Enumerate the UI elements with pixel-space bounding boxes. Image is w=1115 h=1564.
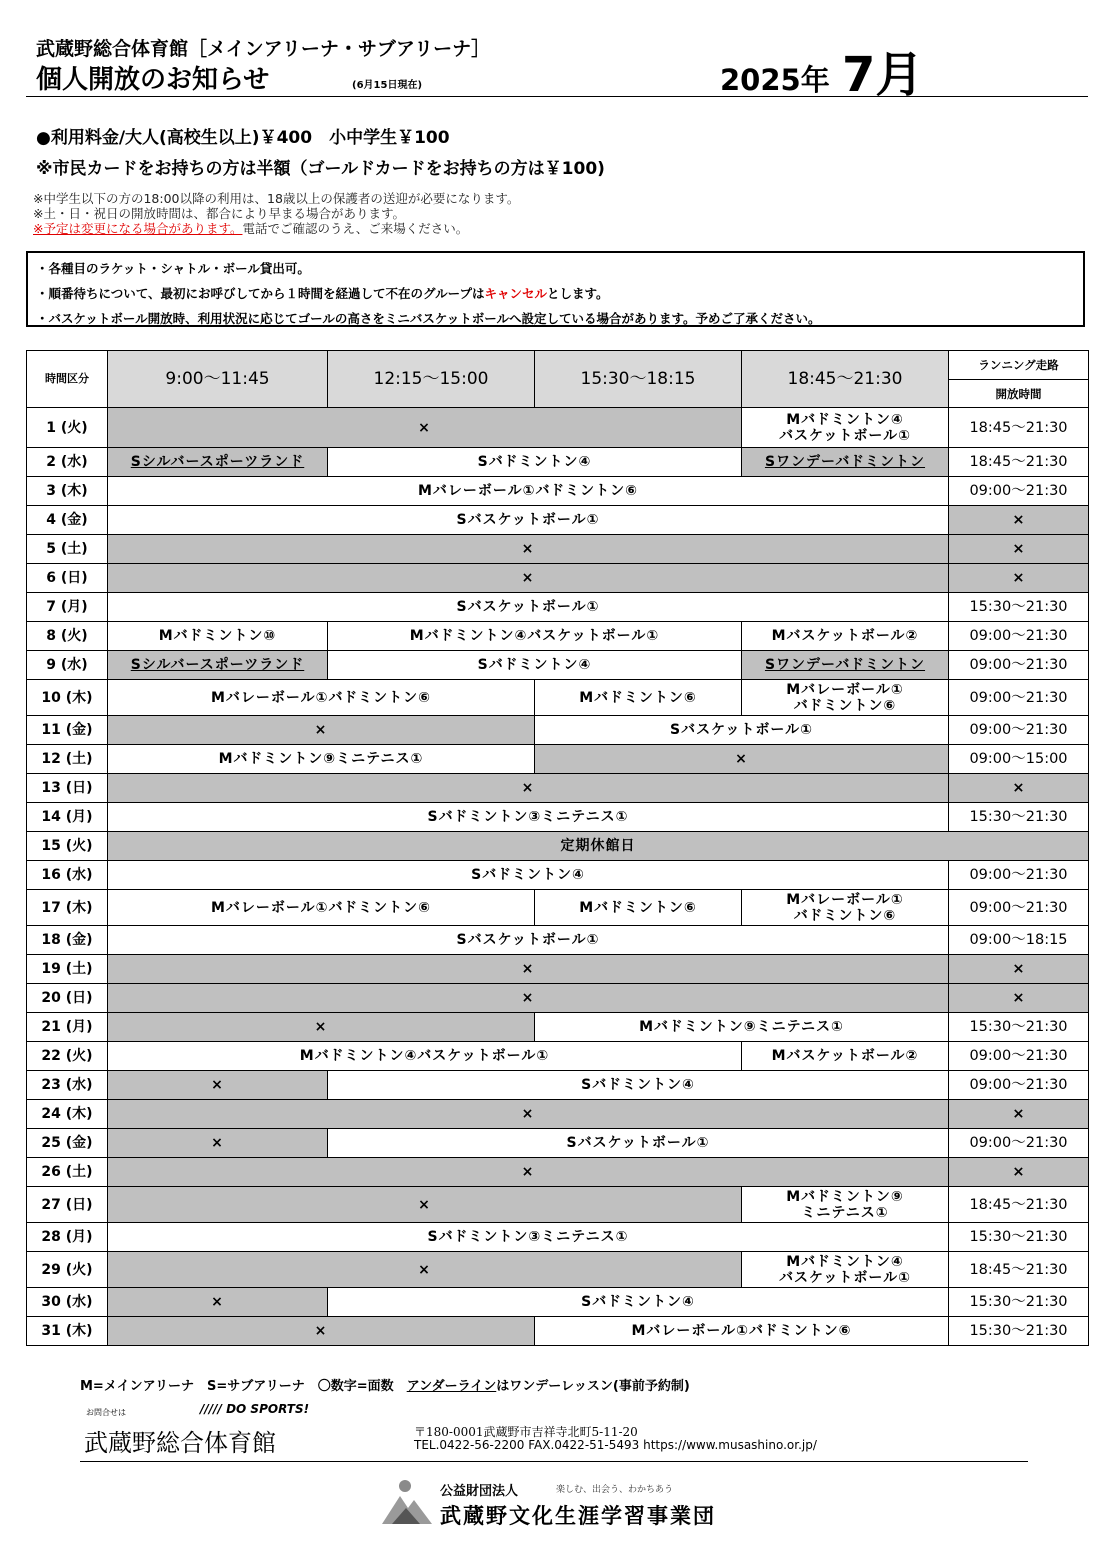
activity-cell: Mバドミントン⑩ (108, 622, 328, 651)
table-row (27, 984, 1089, 1013)
running-hours-cell: 15:30～21:30 (949, 803, 1089, 832)
table-row (27, 774, 1089, 803)
discount-line: ※市民カードをお持ちの方は半額（ゴールドカードをお持ちの方は￥100) (36, 159, 605, 179)
activity-cell: Mバドミントン⑥ (535, 890, 742, 926)
activity-cell: Sバドミントン④ (108, 861, 949, 890)
closed-cell: × (108, 1317, 535, 1346)
running-hours-cell: 09:00～21:30 (949, 716, 1089, 745)
activity-cell: Mバスケットボール② (742, 1042, 949, 1071)
row-date: 5 (土) (27, 535, 108, 564)
activity-cell: Sバスケットボール① (108, 506, 949, 535)
closed-cell: × (108, 716, 535, 745)
row-date: 18 (金) (27, 926, 108, 955)
tagline: 楽しむ、出会う、わかちあう (556, 1485, 674, 1495)
running-hours-header: 開放時間 (949, 380, 1089, 408)
running-hours-cell: × (949, 984, 1089, 1013)
closed-cell: × (108, 408, 742, 448)
closed-cell: × (108, 1100, 949, 1129)
activity-cell: Mバドミントン④バスケットボール① (328, 622, 742, 651)
table-row (27, 1013, 1089, 1042)
phone-fax-url: TEL.0422-56-2200 FAX.0422-51-5493 https://www.musashino.or.jp/ (414, 1438, 817, 1452)
footer-divider (80, 1461, 1028, 1462)
row-date: 7 (月) (27, 593, 108, 622)
activity-cell: Mバレーボール① バドミントン⑥ (742, 680, 949, 716)
corp-name: 武蔵野文化生涯学習事業団 (440, 1504, 716, 1528)
running-hours-cell: 15:30～21:30 (949, 593, 1089, 622)
closed-cell: × (108, 774, 949, 803)
running-hours-cell: 15:30～21:30 (949, 1223, 1089, 1252)
note-changes-rest: 電話でご確認のうえ、ご来場ください。 (242, 221, 469, 236)
row-date: 13 (日) (27, 774, 108, 803)
activity-cell: 定期休館日 (108, 832, 1089, 861)
row-date: 19 (土) (27, 955, 108, 984)
schedule-table (26, 350, 1089, 1346)
table-row (27, 832, 1089, 861)
activity-cell: Mバレーボール①バドミントン⑥ (108, 477, 949, 506)
org-title: 武蔵野総合体育館［メインアリーナ・サブアリーナ］ (36, 38, 491, 60)
legend-part2: はワンデーレッスン(事前予約制) (496, 1379, 690, 1394)
table-row (27, 1252, 1089, 1288)
running-hours-cell: 09:00～21:30 (949, 680, 1089, 716)
row-date: 10 (木) (27, 680, 108, 716)
table-row (27, 1071, 1089, 1100)
row-date: 16 (水) (27, 861, 108, 890)
row-date: 31 (木) (27, 1317, 108, 1346)
running-hours-cell: 09:00～21:30 (949, 1042, 1089, 1071)
activity-cell: Sシルバースポーツランド (108, 651, 328, 680)
legend-part1: M=メインアリーナ S=サブアリーナ 〇数字=面数 (80, 1379, 407, 1394)
row-date: 6 (日) (27, 564, 108, 593)
closed-cell: × (108, 1158, 949, 1187)
row-date: 29 (火) (27, 1252, 108, 1288)
activity-cell: Sバスケットボール① (535, 716, 949, 745)
table-row (27, 408, 1089, 448)
note-weekend: ※土・日・祝日の開放時間は、都合により早まる場合があります。 (33, 206, 405, 221)
note-changes (33, 221, 468, 236)
closed-cell: × (108, 1288, 328, 1317)
running-hours-cell: × (949, 1100, 1089, 1129)
activity-cell: Sバスケットボール① (108, 926, 949, 955)
closed-cell: × (108, 984, 949, 1013)
running-hours-cell: 09:00～21:30 (949, 861, 1089, 890)
row-date: 14 (月) (27, 803, 108, 832)
activity-cell: Mバドミントン④ バスケットボール① (742, 1252, 949, 1288)
activity-cell: Sバドミントン③ミニテニス① (108, 1223, 949, 1252)
running-hours-cell: 18:45～21:30 (949, 448, 1089, 477)
row-date: 8 (火) (27, 622, 108, 651)
running-hours-cell: 09:00～21:30 (949, 477, 1089, 506)
table-row (27, 926, 1089, 955)
info-box (26, 251, 1085, 327)
page-title: 個人開放のお知らせ (36, 65, 270, 95)
running-hours-cell: 15:30～21:30 (949, 1317, 1089, 1346)
activity-cell: Sワンデーバドミントン (742, 448, 949, 477)
row-date: 26 (土) (27, 1158, 108, 1187)
row-date: 3 (木) (27, 477, 108, 506)
foundation-logo-icon (380, 1478, 434, 1528)
row-date: 12 (土) (27, 745, 108, 774)
table-row (27, 680, 1089, 716)
running-hours-cell: 09:00～18:15 (949, 926, 1089, 955)
row-date: 30 (水) (27, 1288, 108, 1317)
activity-cell: Mバレーボール①バドミントン⑥ (108, 890, 535, 926)
time-slot-header: 時間区分 (27, 351, 108, 408)
running-hours-cell: 09:00～21:30 (949, 1071, 1089, 1100)
table-row (27, 1129, 1089, 1158)
table-row (27, 716, 1089, 745)
fee-line: ●利用料金/大人(高校生以上)￥400 小中学生￥100 (36, 128, 450, 148)
running-hours-cell: 18:45～21:30 (949, 1187, 1089, 1223)
closed-cell: × (108, 1129, 328, 1158)
running-hours-cell: × (949, 564, 1089, 593)
activity-cell: Mバドミントン④バスケットボール① (108, 1042, 742, 1071)
activity-cell: Sバスケットボール① (108, 593, 949, 622)
closed-cell: × (108, 955, 949, 984)
table-row (27, 1288, 1089, 1317)
venue-name: 武蔵野総合体育館 (84, 1429, 276, 1457)
activity-cell: Sバドミントン④ (328, 651, 742, 680)
running-hours-cell: 15:30～21:30 (949, 1013, 1089, 1042)
slot-header-1: 9:00～11:45 (108, 351, 328, 408)
running-hours-cell: 09:00～15:00 (949, 745, 1089, 774)
activity-cell: Mバドミントン⑨ミニテニス① (535, 1013, 949, 1042)
row-date: 28 (月) (27, 1223, 108, 1252)
activity-cell: Mバレーボール① バドミントン⑥ (742, 890, 949, 926)
running-hours-cell: × (949, 535, 1089, 564)
row-date: 9 (水) (27, 651, 108, 680)
closed-cell: × (108, 535, 949, 564)
running-track-header: ランニング走路 (949, 351, 1089, 380)
address: 〒180-0001武蔵野市吉祥寺北町5-11-20 (414, 1425, 638, 1439)
activity-cell: Mバドミントン④ バスケットボール① (742, 408, 949, 448)
running-hours-cell: 15:30～21:30 (949, 1288, 1089, 1317)
legend-underline-label: アンダーライン (406, 1379, 497, 1394)
closed-cell: × (108, 1252, 742, 1288)
table-row (27, 1100, 1089, 1129)
table-row (27, 477, 1089, 506)
row-date: 17 (木) (27, 890, 108, 926)
note-changes-warning: ※予定は変更になる場合があります。 (33, 221, 243, 236)
note-minors: ※中学生以下の方の18:00以降の利用は、18歳以上の保護者の送迎が必要になります。 (33, 191, 520, 206)
running-hours-cell: 18:45～21:30 (949, 408, 1089, 448)
table-row (27, 651, 1089, 680)
row-date: 4 (金) (27, 506, 108, 535)
activity-cell: Mバドミントン⑨ ミニテニス① (742, 1187, 949, 1223)
closed-cell: × (535, 745, 949, 774)
row-date: 22 (火) (27, 1042, 108, 1071)
activity-cell: Mバドミントン⑥ (535, 680, 742, 716)
activity-cell: Mバドミントン⑨ミニテニス① (108, 745, 535, 774)
row-date: 21 (月) (27, 1013, 108, 1042)
table-row (27, 593, 1089, 622)
activity-cell: Sバドミントン③ミニテニス① (108, 803, 949, 832)
table-row (27, 1158, 1089, 1187)
activity-cell: Sバドミントン④ (328, 1071, 949, 1100)
activity-cell: Mバレーボール①バドミントン⑥ (535, 1317, 949, 1346)
slot-header-4: 18:45～21:30 (742, 351, 949, 408)
running-hours-cell: 09:00～21:30 (949, 651, 1089, 680)
row-date: 27 (日) (27, 1187, 108, 1223)
info-cancel-word: キャンセル (484, 286, 548, 301)
table-row (27, 1317, 1089, 1346)
as-of-date: (6月15日現在) (352, 80, 423, 91)
info-basketball: ・バスケットボール開放時、利用状況に応じてゴールの高さをミニバスケットボールへ設定している場合があります。予めご了承ください。 (36, 311, 821, 326)
info-rental: ・各種目のラケット・シャトル・ボール貸出可。 (36, 261, 310, 276)
row-date: 2 (水) (27, 448, 108, 477)
closed-cell: × (108, 564, 949, 593)
running-hours-cell: 09:00～21:30 (949, 622, 1089, 651)
closed-cell: × (108, 1013, 535, 1042)
row-date: 24 (木) (27, 1100, 108, 1129)
row-date: 1 (火) (27, 408, 108, 448)
closed-cell: × (108, 1071, 328, 1100)
running-hours-cell: 18:45～21:30 (949, 1252, 1089, 1288)
table-row (27, 861, 1089, 890)
running-hours-cell: × (949, 1158, 1089, 1187)
row-date: 23 (水) (27, 1071, 108, 1100)
slot-header-2: 12:15～15:00 (328, 351, 535, 408)
closed-cell: × (108, 1187, 742, 1223)
running-hours-cell: × (949, 506, 1089, 535)
table-row (27, 506, 1089, 535)
table-row (27, 622, 1089, 651)
header-divider (26, 96, 1088, 97)
info-waiting (36, 281, 1083, 306)
activity-cell: Sバドミントン④ (328, 1288, 949, 1317)
info-waiting-b: とします。 (547, 286, 609, 301)
running-hours-cell: 09:00～21:30 (949, 890, 1089, 926)
contact-label: お問合せは (86, 1408, 126, 1417)
row-date: 20 (日) (27, 984, 108, 1013)
slot-header-3: 15:30～18:15 (535, 351, 742, 408)
year-label: 2025年 (720, 63, 830, 97)
activity-cell: Sバスケットボール① (328, 1129, 949, 1158)
table-row (27, 745, 1089, 774)
table-row (27, 955, 1089, 984)
activity-cell: Mバスケットボール② (742, 622, 949, 651)
table-row (27, 564, 1089, 593)
activity-cell: Sシルバースポーツランド (108, 448, 328, 477)
table-row (27, 890, 1089, 926)
table-row (27, 1187, 1089, 1223)
running-hours-cell: × (949, 774, 1089, 803)
legend (80, 1375, 690, 1394)
table-row (27, 1223, 1089, 1252)
activity-cell: Mバレーボール①バドミントン⑥ (108, 680, 535, 716)
table-row (27, 803, 1089, 832)
running-hours-cell: × (949, 955, 1089, 984)
activity-cell: Sワンデーバドミントン (742, 651, 949, 680)
activity-cell: Sバドミントン④ (328, 448, 742, 477)
do-sports-slogan: ///// DO SPORTS! (200, 1402, 310, 1416)
row-date: 25 (金) (27, 1129, 108, 1158)
row-date: 11 (金) (27, 716, 108, 745)
row-date: 15 (火) (27, 832, 108, 861)
table-row (27, 1042, 1089, 1071)
table-row (27, 535, 1089, 564)
running-hours-cell: 09:00～21:30 (949, 1129, 1089, 1158)
info-waiting-a: ・順番待ちについて、最初にお呼びしてから１時間を経過して不在のグループは (36, 286, 485, 301)
month-label: 7月 (842, 47, 924, 103)
corp-type: 公益財団法人 (440, 1484, 519, 1499)
table-row (27, 448, 1089, 477)
